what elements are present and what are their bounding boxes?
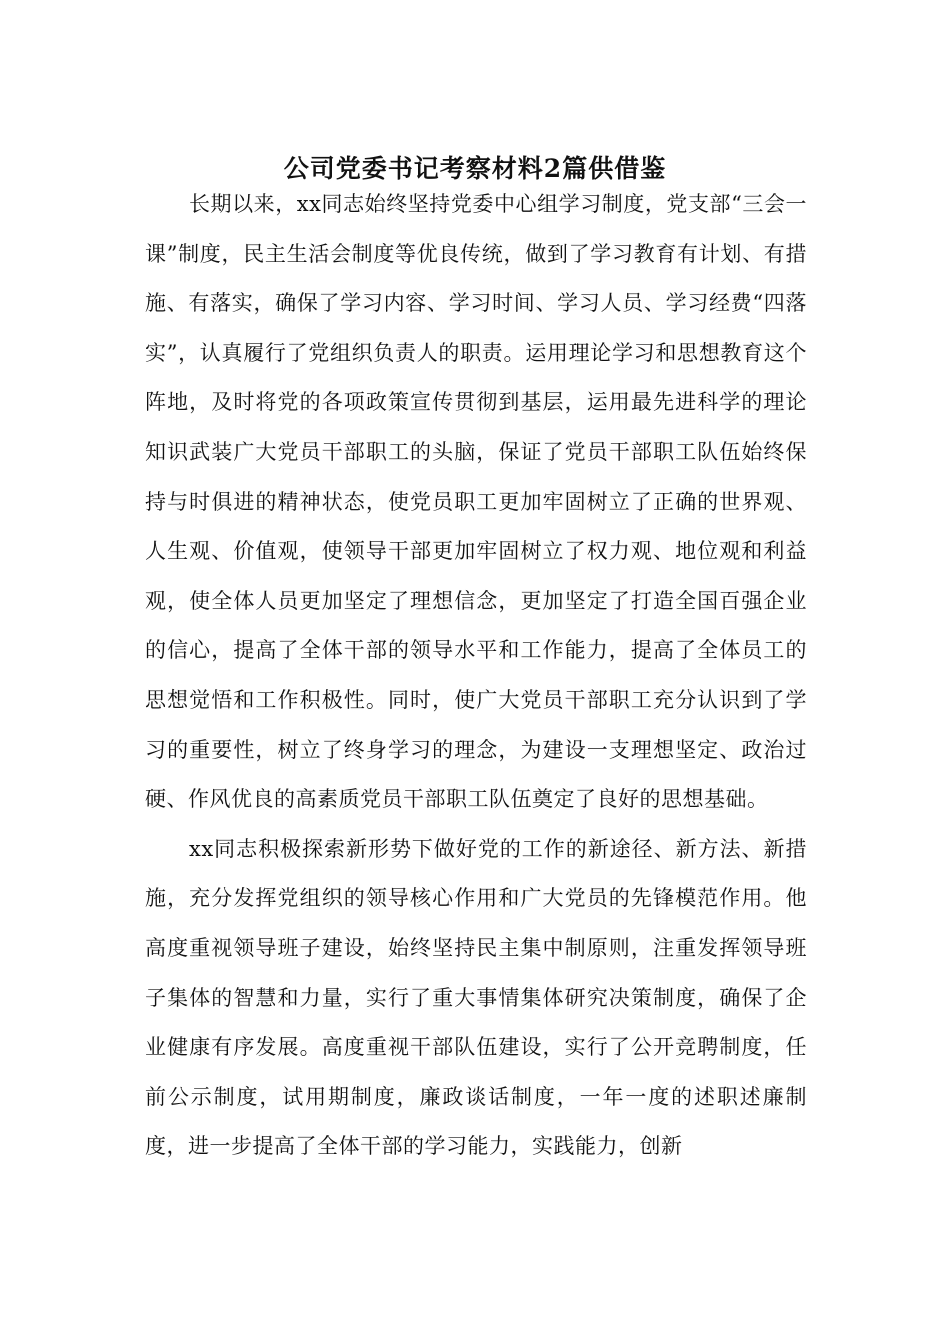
paragraph-1: 长期以来，xx同志始终坚持党委中心组学习制度，党支部“三会一课”制度，民主生活会制度等优良传统，做到了学习教育有计划、有措施、有落实，确保了学习内容、学习时间、学习人员、学习经费“四落实”，认真履行了党组织负责人的职责。运用理论学习和思想教育这个阵地，及时将党的各项政策宣传贯彻到基层，运用最先进科学的理论知识武装广大党员干部职工的头脑，保证了党员干部职工队伍始终保持与时俱进的精神状态，使党员职工更加牢固树立了正确的世界观、人生观、价值观，使领导干部更加牢固树立了权力观、地位观和利益观，使全体人员更加坚定了理想信念，更加坚定了打造全国百强企业的信心，提高了全体干部的领导水平和工作能力，提高了全体员工的思想觉悟和工作积极性。同时，使广大党员干部职工充分认识到了学习的重要性，树立了终身学习的理念，为建设一支理想坚定、政治过硬、作风优良的高素质党员干部职工队伍奠定了良好的思想基础。 <box>145 192 807 812</box>
document-title: 公司党委书记考察材料2篇供借鉴 <box>283 153 667 183</box>
paragraph-2: xx同志积极探索新形势下做好党的工作的新途径、新方法、新措施，充分发挥党组织的领导核心作用和广大党员的先锋模范作用。他高度重视领导班子建设，始终坚持民主集中制原则，注重发挥领导班子集体的智慧和力量，实行了重大事情集体研究决策制度，确保了企业健康有序发展。高度重视干部队伍建设，实行了公开竞聘制度，任前公示制度，试用期制度，廉政谈话制度，一年一度的述职述廉制度，进一步提高了全体干部的学习能力，实践能力，创新 <box>145 836 807 1159</box>
document-body <box>145 180 807 1172</box>
